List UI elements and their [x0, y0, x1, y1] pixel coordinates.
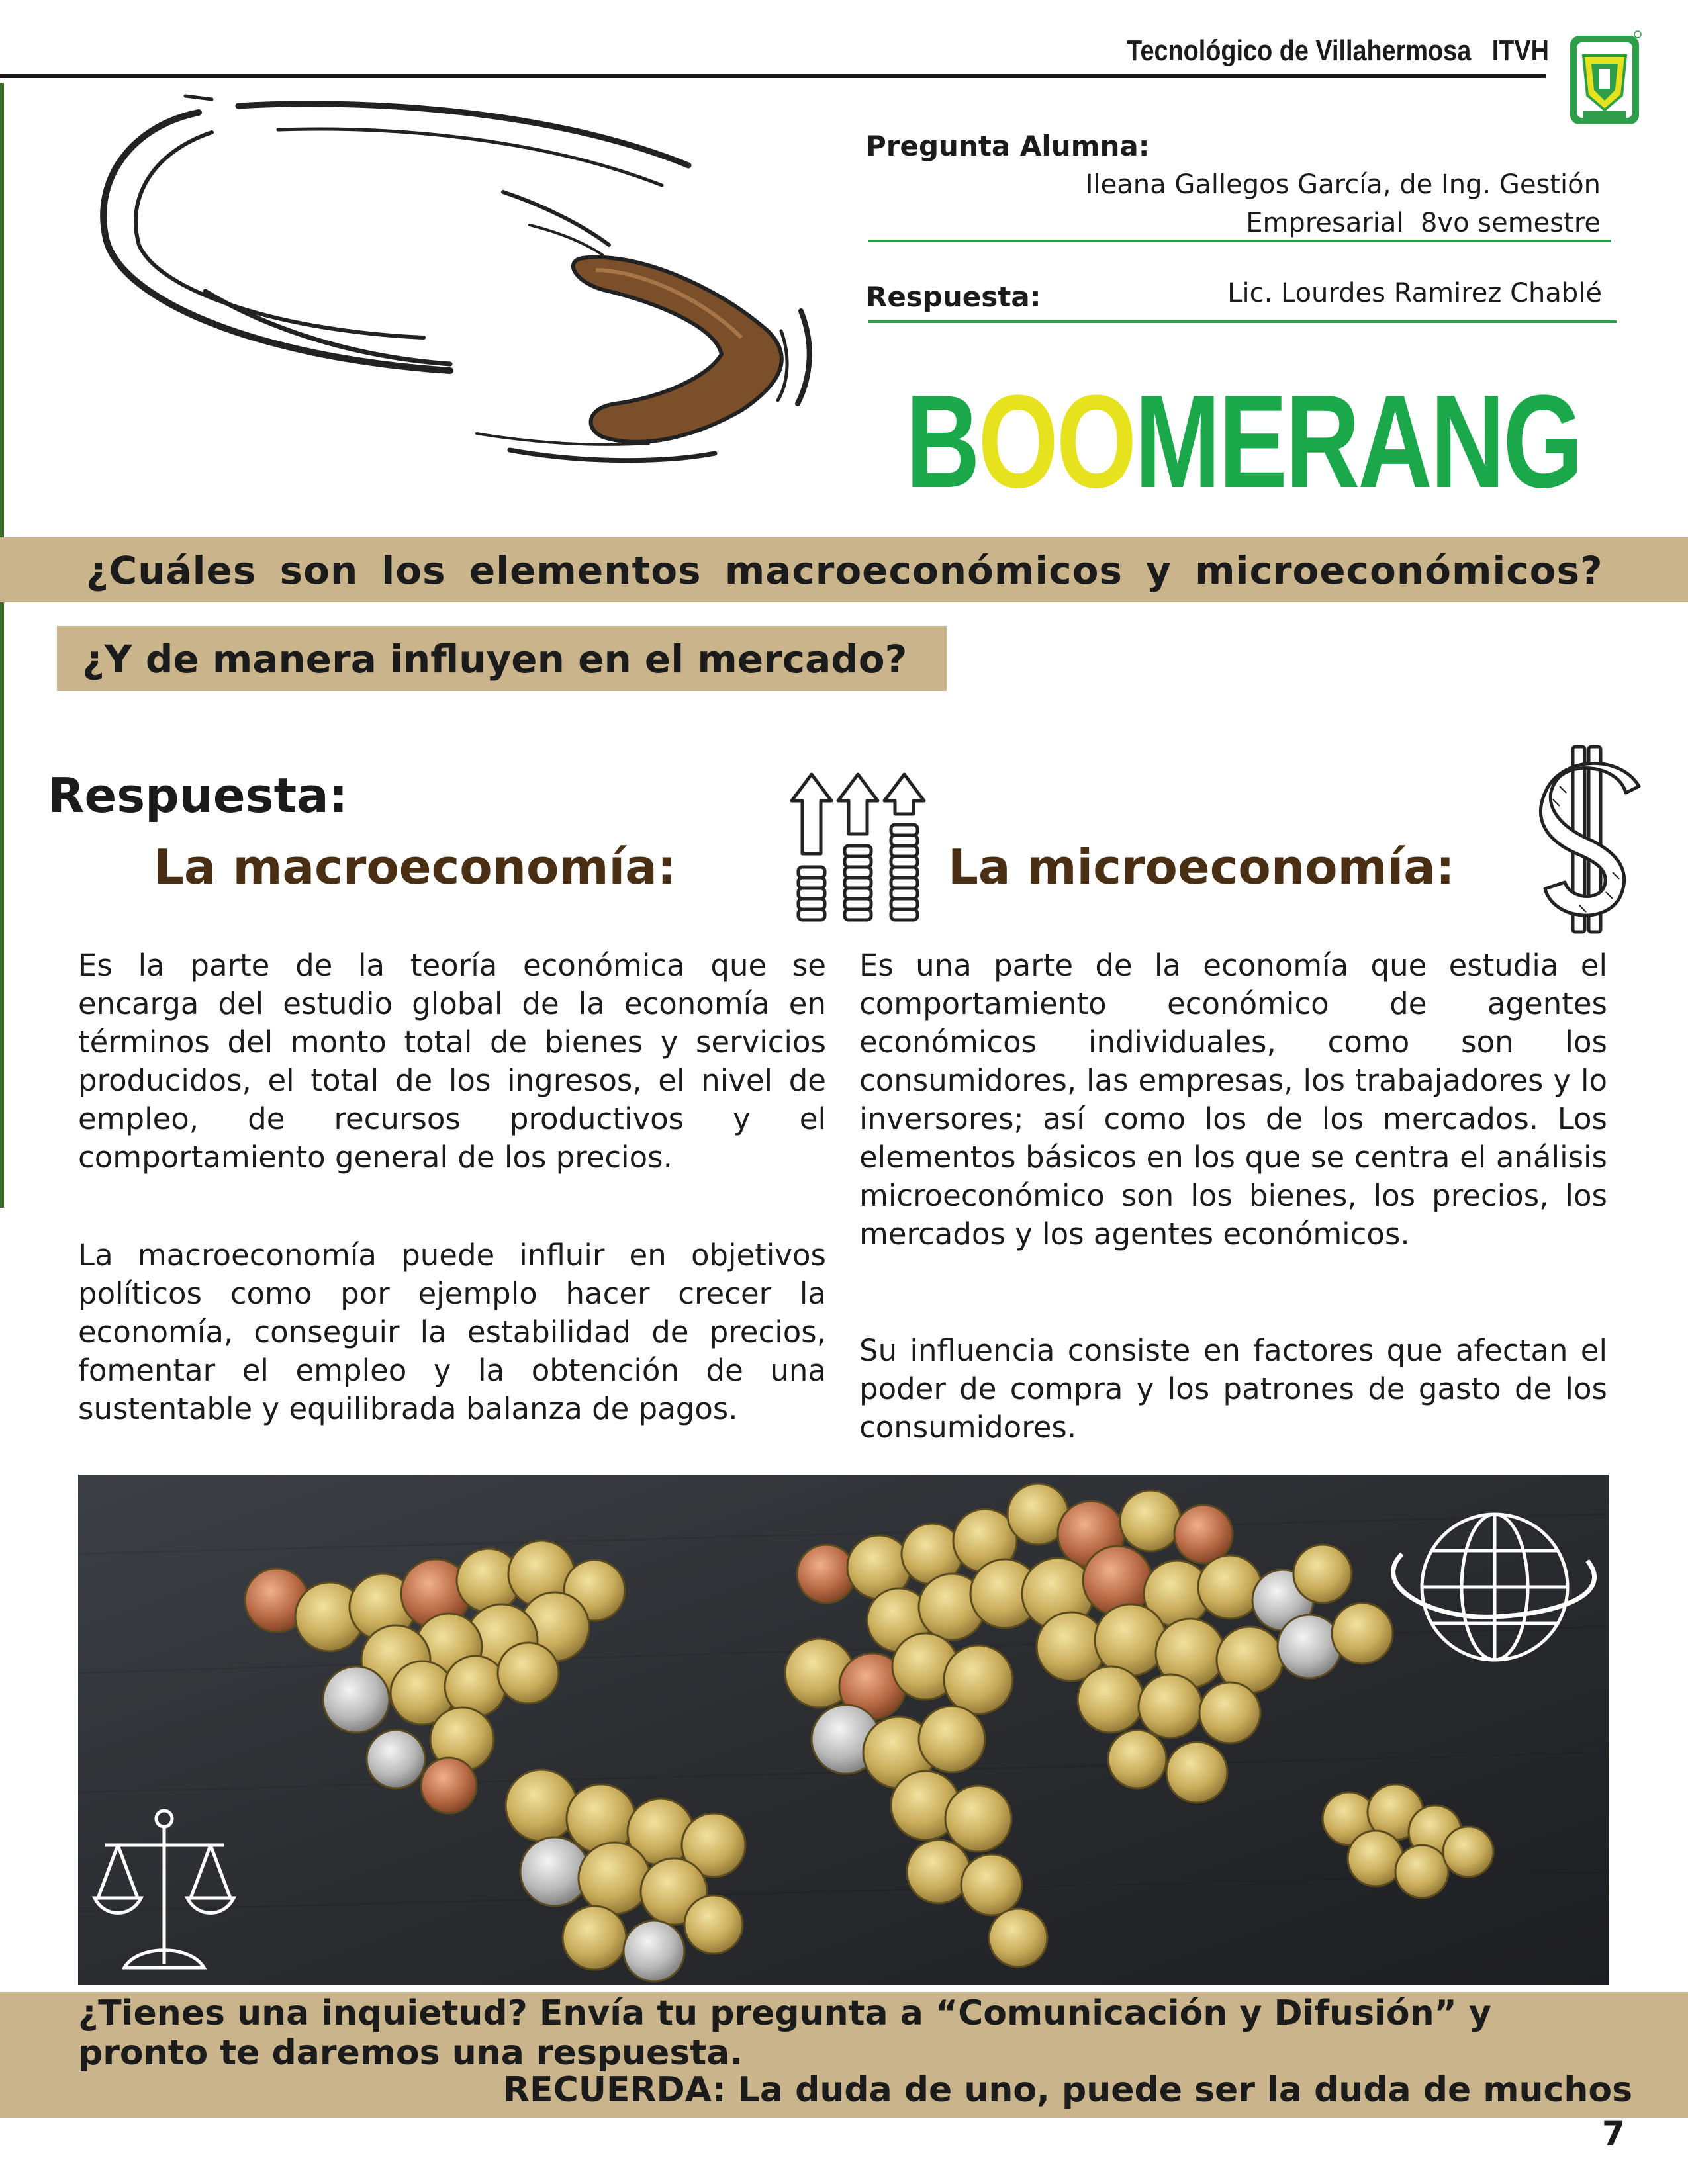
title-part-1: B	[906, 368, 978, 516]
coin-stacks-arrows-icon	[785, 768, 931, 932]
responder-name: Lic. Lourdes Ramirez Chablé	[1227, 278, 1602, 308]
section-title-boomerang	[906, 368, 1581, 516]
left-edge-strip	[0, 83, 4, 1208]
coins-world-map-photo	[78, 1475, 1609, 1985]
header-rule	[0, 74, 1546, 78]
micro-paragraph-1: Es una parte de la economía que estudia el comportamiento económico de agentes económicos individuales, como son los consumidores, las empresas, los trabajadores y lo inversores; así como los de los mercados. Los elementos básicos en los que se centra el análisis microeconómico son los bienes, los precios, los mercados y los agentes económicos.	[859, 948, 1607, 1251]
dollar-sign-icon	[1533, 740, 1642, 938]
student-line-1: Ileana Gallegos García, de Ing. Gestión	[1085, 169, 1601, 200]
student-info	[861, 165, 1601, 242]
question-2: ¿Y de manera influyen en el mercado?	[82, 637, 908, 682]
question-bar-1	[0, 537, 1688, 602]
page-number: 7	[1602, 2115, 1625, 2153]
divider-question	[868, 240, 1611, 242]
question-bar-2	[57, 626, 947, 691]
answer-label: Respuesta:	[866, 281, 1041, 313]
macro-paragraph-1: Es la parte de la teoría económica que se encarga del estudio global de la economía en términos del monto total de bienes y servicios producidos, el total de los ingresos, el nivel de empleo, de recursos productivos y el comportamiento general de los precios.	[78, 948, 826, 1175]
footer-prompt: ¿Tienes una inquietud? Envía tu pregunta a “Comunicación y Difusión” y pronto te daremos una respuesta.	[78, 1993, 1491, 2073]
student-line-2: Empresarial 8vo semestre	[1246, 208, 1601, 238]
macro-heading: La macroeconomía:	[154, 839, 677, 895]
question-1: ¿Cuáles son los elementos macroeconómicos y microeconómicos?	[86, 548, 1603, 593]
response-heading: Respuesta:	[48, 768, 348, 823]
micro-paragraph-2: Su influencia consiste en factores que afectan el poder de compra y los patrones de gasto de los consumidores.	[859, 1333, 1607, 1445]
boomerang-illustration	[79, 93, 834, 483]
title-part-2: OO	[978, 368, 1135, 516]
itvh-logo	[1568, 29, 1642, 127]
header-title: Tecnológico de Villahermosa ITVH	[1127, 34, 1549, 67]
question-label: Pregunta Alumna:	[866, 130, 1150, 162]
title-part-3: MERANG	[1134, 368, 1581, 516]
macro-paragraph-2: La macroeconomía puede influir en objetivos políticos como por ejemplo hacer crecer la economía, conseguir la estabilidad de precios, fomentar el empleo y la obtención de una sustentable y equilibrada balanza de pagos.	[78, 1238, 826, 1426]
micro-heading: La microeconomía:	[948, 839, 1455, 895]
divider-answer	[868, 320, 1617, 323]
footer-reminder: RECUERDA: La duda de uno, puede ser la duda de muchos	[503, 2070, 1633, 2110]
